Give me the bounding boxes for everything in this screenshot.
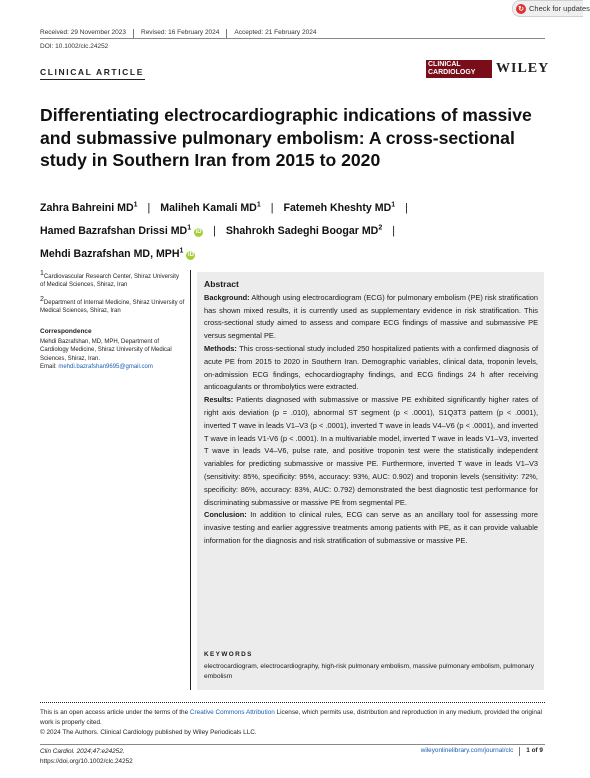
abstract-results: Results: Patients diagnosed with submassive or massive PE exhibited significantly higher rates of right axis deviation (p = .010), abnormal ST segment (p < .0001), S1Q3T3 pattern (p < .0001), inverted T wave in leads V1–V3 (p < .0001), inverted T wave in leads V4–V6 (p < .0001), and inverted T wave in leads V1-V6 (p < .0001). In a multivariable model, inverted T wave in leads V1–V3, inverted T wave in leads V4–V6, pulse rate, and positive troponin test were the statistically independent variables for predicting submassive or massive PE. Furthermore, inverted T wave in leads V1–V3 (sensitivity: 85%, specificity: 95%, accuracy: 93%, AUC: 0.902) and troponin levels (sensitivity: 72%, specificity: 86%, accuracy: 83%, AUC: 0.792) demonstrated the best diagnostic test performance for discriminating submassive or massive PE from segmental PE. — [204, 395, 538, 507]
article-type: CLINICAL ARTICLE — [40, 67, 144, 77]
author-list: Zahra Bahreini $MD^1$ | Maliheh Kamali $MD^1$ | Fatemeh Kheshty $MD^1$ | Hamed Bazrafshan Drissi $MD^1iD$ | Shahrokh Sadeghi Boogar $MD^2$ | Mehdi Bazrafshan MD, MPH$^1$iD — [40, 201, 408, 260]
header-rule — [40, 38, 545, 39]
journal-link[interactable]: wileyonlinelibrary.com/journal/clc — [420, 747, 514, 754]
orcid-icon[interactable]: iD — [187, 251, 194, 258]
keywords-heading: KEYWORDS — [204, 651, 253, 658]
doi[interactable]: DOI: 10.1002/clc.24252 — [40, 43, 109, 50]
revised-date: Revised: 16 February 2024 — [141, 29, 220, 36]
correspondence-text: Mehdi Bazrafshan, MD, MPH, Department of Cardiology Medicine, Shiraz University of Medical Sciences, Shiraz, Iran. — [40, 339, 172, 362]
divider — [226, 29, 227, 38]
accepted-date: Accepted: 21 February 2024 — [234, 29, 317, 36]
journal-logo[interactable]: CLINICAL CARDIOLOGY — [426, 60, 492, 78]
divider — [519, 747, 520, 756]
abstract-background: Background: Although using electrocardiogram (ECG) for pulmonary embolism (PE) risk stratification has shown mixed results, it is currently used as supplementary evidence in risk stratification. This cross-sectional study aimed to assess and compare ECG findings of massive and submassive PE versus segmental PE. — [204, 292, 538, 341]
page-number: 1 of 9 — [526, 747, 543, 754]
publisher-logo[interactable]: WILEY — [496, 61, 550, 76]
doi-url[interactable]: https://doi.org/10.1002/clc.24252 — [40, 757, 133, 765]
citation: Clin Cardiol. 2024;47:e24252. — [40, 748, 125, 755]
abstract-methods: Methods: This cross-sectional study included 250 hospitalized patients with a confirmed diagnosis of acute PE from 2015 to 2020 in Southern Iran. Demographic variables, clinical data, troponin levels, on-admission ECG findings, echocardiography findings, and ECG findings 24 h after receiving anticoagulants or thrombolytics were extracted. — [204, 343, 539, 392]
author[interactable]: Shahrokh Sadeghi Boogar $MD^2$ — [225, 224, 383, 237]
affiliation: $^2$Department of Internal Medicine, Shiraz University of Medical Sciences, Shiraz, Iran — [40, 296, 185, 315]
copyright: © 2024 The Authors. Clinical Cardiology published by Wiley Periodicals LLC. — [40, 728, 257, 736]
author[interactable]: Zahra Bahreini $MD^1$ — [40, 201, 138, 214]
affiliation: $^1$Cardiovascular Research Center, Shiraz University of Medical Sciences, Shiraz, Iran — [40, 270, 179, 289]
author[interactable]: Hamed Bazrafshan Drissi $MD^1$ — [40, 224, 192, 237]
keywords: electrocardiogram, electrocardiography, high-risk pulmonary embolism, massive pulmonary embolism, pulmonary embolism — [204, 663, 535, 680]
abstract — [204, 278, 538, 548]
column-divider — [190, 270, 191, 690]
received-date: Received: 29 November 2023 — [40, 29, 126, 36]
correspondence-label: Correspondence — [40, 328, 92, 335]
license-text: This is an open access article under the terms of the Creative Commons Attribution License, which permits use, distribution and reproduction in any medium, provided the original work is properly cited. © 2024 The Authors. Clinical Cardiology published by Wiley Periodicals LLC. — [40, 709, 542, 736]
publication-dates — [40, 29, 316, 38]
footer-rule — [40, 744, 545, 745]
refresh-icon: ↻ — [516, 4, 526, 14]
article-title: Differentiating electrocardiographic indications of massive and submassive pulmonary embolism: A cross-sectional study in Southern Iran from 2015 to 2020 — [40, 105, 532, 170]
abstract-heading: Abstract — [204, 279, 239, 289]
email-link[interactable]: mehdi.bazrafshan9695@gmail.com — [58, 363, 153, 370]
abstract-conclusion: Conclusion: In addition to clinical rules, ECG can serve as an ancillary tool for assessing more invasive testing and earlier aggressive treatments among patients with PE, as it can provide valuable information for the diagnosis and risk stratification of submassive or massive PE. — [204, 510, 538, 545]
divider — [133, 29, 134, 38]
author[interactable]: Mehdi Bazrafshan MD, MPH$^1$ — [40, 247, 184, 260]
orcid-icon[interactable]: iD — [195, 228, 202, 235]
author[interactable]: Fatemeh Kheshty $MD^1$ — [283, 201, 396, 214]
correspondence: Correspondence Mehdi Bazrafshan, MD, MPH, Department of Cardiology Medicine, Shiraz University of Medical Sciences, Shiraz, Iran. Email: mehdi.bazrafshan9695@gmail.com — [40, 328, 185, 371]
check-for-updates-button[interactable] — [512, 0, 590, 17]
author[interactable]: Maliheh Kamali $MD^1$ — [160, 201, 261, 214]
footer-citation — [40, 747, 133, 767]
license-rule — [40, 702, 545, 703]
footer-right — [421, 747, 543, 756]
article-type-rule — [40, 79, 145, 80]
check-for-updates-label: Check for updates — [529, 4, 590, 13]
license-link[interactable]: Creative Commons Attribution — [189, 709, 275, 716]
